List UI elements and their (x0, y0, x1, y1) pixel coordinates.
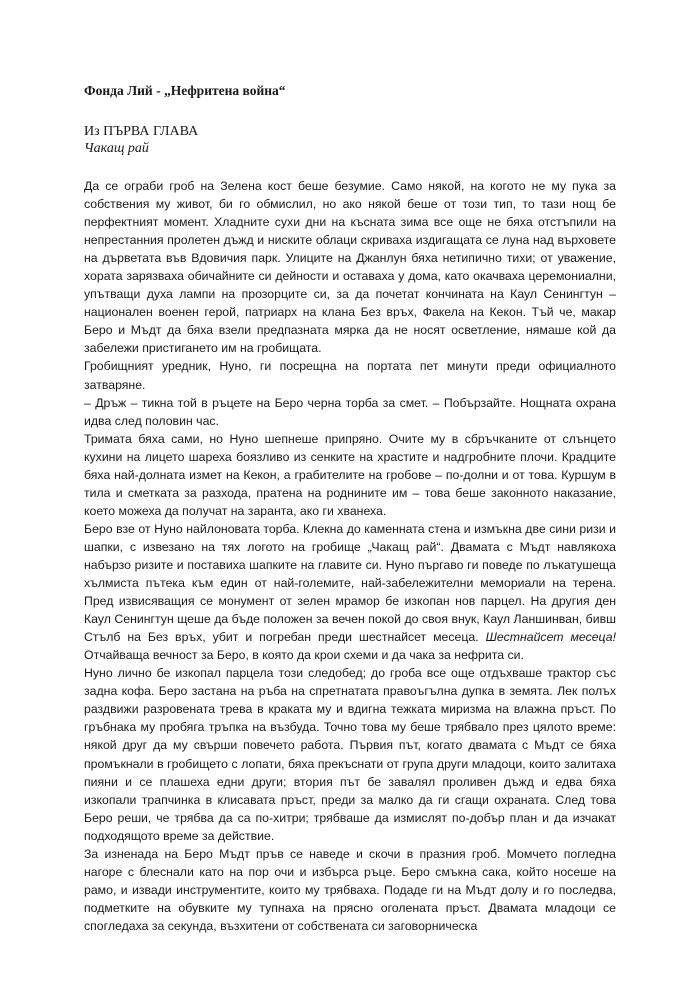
paragraph-2: Гробищният уредник, Нуно, ги посрещна на портата пет минути преди официалното затваряне. (84, 359, 616, 392)
paragraph-4: Тримата бяха сами, но Нуно шепнеше припряно. Очите му в сбръчканите от слънцето кухини на лицето шареха боязливо из сенките на храстите и надгробните плочи. Крадците бяха най-долната измет на Кекон, а грабителите на гробове – по-долни и от това. Куршум в тила и сметката за разхода, пратена на роднините им – това беше законното наказание, което можеха да получат на заранта, ако ги хванеха. (84, 431, 616, 518)
body-text (84, 177, 616, 935)
paragraph-7: За изненада на Беро Мъдт пръв се наведе и скочи в празния гроб. Момчето погледна нагоре с блеснали като на пор очи и избърса ръце. Беро смъкна сака, който носеше на рамо, и извади инструментите, които му трябваха. Подаде ги на Мъдт долу и го последва, подметките на обувките му тупнаха на прясно оголената пръст. Двамата младоци се спогледаха за секунда, възхитени от собствената си заговорническа (84, 846, 616, 933)
chapter-subtitle: Чакащ рай (84, 141, 149, 156)
chapter-heading: Из ПЪРВА ГЛАВА (84, 124, 199, 139)
document-title: Фонда Лий - „Нефритена война“ (84, 83, 286, 98)
paragraph-5-italic: Шестнайсет месеца! (485, 630, 616, 645)
paragraph-3: – Дръж – тикна той в ръцете на Беро черна торба за смет. – Побързайте. Нощната охрана идва след половин час. (84, 395, 616, 428)
paragraph-5-main: Беро взе от Нуно найлоновата торба. Клекна до каменната стена и измъкна две сини ризи и шапки, с извезано на тях логото на гробище „Чакащ рай“. Двамата с Мъдт навлякоха набързо ризите и поставиха шапките на главите си. Нуно пъргаво ги поведе по лъкатушеща хълмиста пътека към един от най-големите, най-забележителни мемориали на терена. Пред извисяващия се монумент от зелен мрамор бе изкопан нов парцел. На другия ден Каул Сенингтун щеше да бъде положен за вечен покой до своя внук, Каул Ланшинван, бивш Стълб на Без връх, убит и погребан преди шестнайсет месеца. (84, 521, 616, 645)
paragraph-5-tail: Отчайваща вечност за Беро, в която да крои схеми и да чака за нефрита си. (84, 648, 524, 663)
paragraph-1: Да се ограби гроб на Зелена кост беше безумие. Само някой, на когото не му пука за собствения му живот, би го обмислил, но ако някой беше от този тип, то тази нощ бе перфектният момент. Хладните сухи дни на късната зима все още не бяха отстъпили на непрестанния пролетен дъжд и ниските облаци скриваха издигащата се луна над върховете на дърветата във Вдовичия парк. Улиците на Джанлун бяха нетипично тихи; от уважение, хората зарязваха обичайните си дейности и оставаха у дома, като окачваха церемониални, упътващи духа лампи на прозорците си, за да почетат кончината на Каул Сенингтун – национален военен герой, патриарх на клана Без връх, Факела на Кекон. Тъй че, макар Беро и Мъдт да бяха взели предпазната мярка да не носят осветление, нямаше кой да забележи пристигането им на гробищата. (84, 179, 616, 356)
paragraph-5 (84, 520, 616, 664)
paragraph-6: Нуно лично бе изкопал парцела този следобед; до гроба все още отдъхваше трактор със задна кофа. Беро застана на ръба на спретнатата правоъгълна дупка в земята. Лек полъх раздвижи разровената трева в краката му и вдигна тежката миризма на влажна пръст. По гръбнака му пробяга тръпка на възбуда. Точно това му беше трябвало през цялото време: някой друг да му свърши повечето работа. Първия път, когато двамата с Мъдт се бяха промъкнали в гробището с лопати, бяха прекъснати от група други младоци, които залитаха пияни и се плашеха едни други; втория път бе завалял проливен дъжд и едва бяха изкопали трапчинка в клисавата пръст, преди за малко да ги сгащи охраната. След това Беро реши, че трябва да са по-хитри; трябваше да измислят по-добър план и да изчакат подходящото време за действие. (84, 666, 616, 843)
